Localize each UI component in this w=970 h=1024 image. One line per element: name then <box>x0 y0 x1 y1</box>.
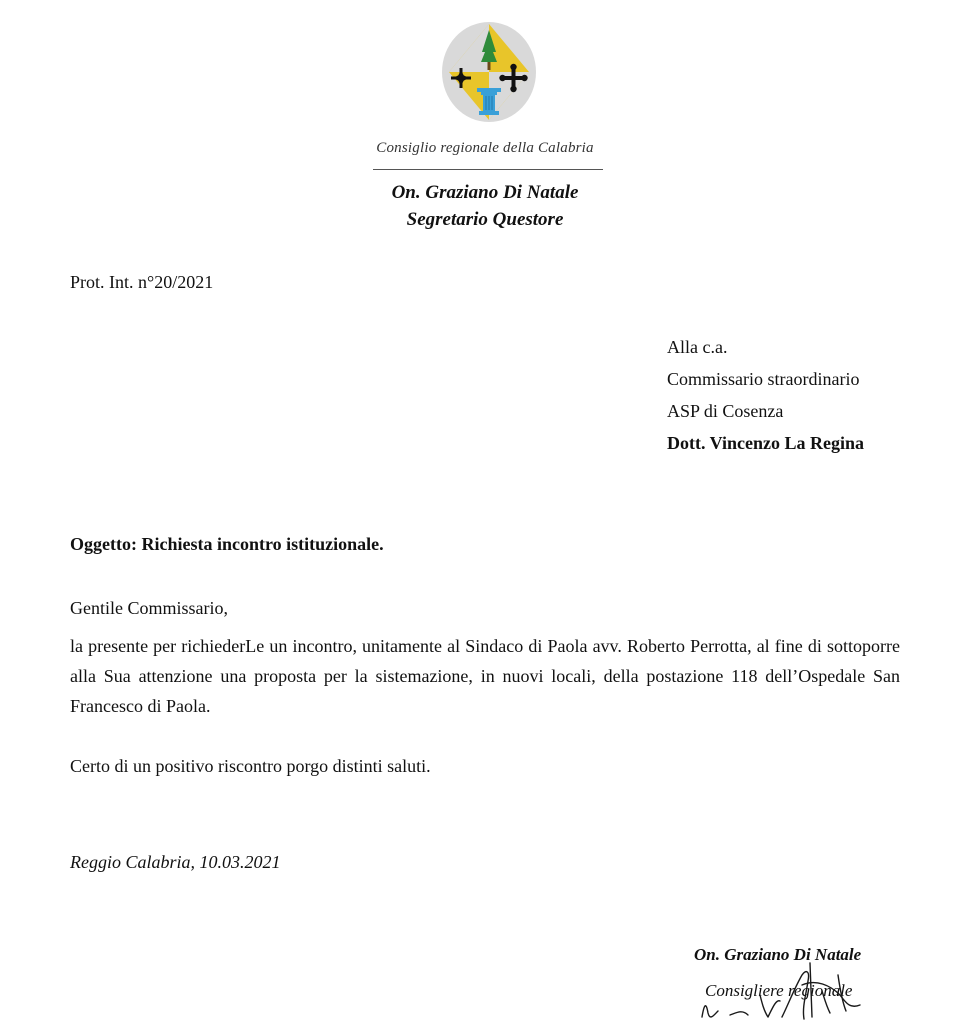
subject-line: Oggetto: Richiesta incontro istituzionale. <box>70 534 384 554</box>
signatory-role: Consigliere regionale <box>705 981 853 1000</box>
recipient-attention: Alla c.a. <box>667 337 728 357</box>
council-name: Consiglio regionale della Calabria <box>376 140 594 156</box>
closing-line: Certo di un positivo riscontro porgo distinti saluti. <box>70 756 431 776</box>
recipient-block <box>667 336 864 464</box>
salutation: Gentile Commissario, <box>70 598 228 618</box>
calabria-region-crest-icon <box>441 22 537 132</box>
sender-role: Segretario Questore <box>406 209 564 230</box>
sender-name: On. Graziano Di Natale <box>391 182 579 203</box>
protocol-number: Prot. Int. n°20/2021 <box>70 272 214 292</box>
signatory-name: On. Graziano Di Natale <box>694 945 862 964</box>
body-paragraph: la presente per richiederLe un incontro, unitamente al Sindaco di Paola avv. Roberto Perrotta, al fine di sottoporre alla Sua attenzione una proposta per la sistemazione, in nuovi locali, della postazione 118 dell’Ospedale San Francesco di Paola. <box>70 636 900 716</box>
letterhead-divider <box>373 169 603 170</box>
handwritten-signature-icon <box>690 955 880 1024</box>
recipient-name: Dott. Vincenzo La Regina <box>667 433 864 453</box>
recipient-title: Commissario straordinario <box>667 369 860 389</box>
recipient-organization: ASP di Cosenza <box>667 401 784 421</box>
place-date: Reggio Calabria, 10.03.2021 <box>70 852 281 872</box>
